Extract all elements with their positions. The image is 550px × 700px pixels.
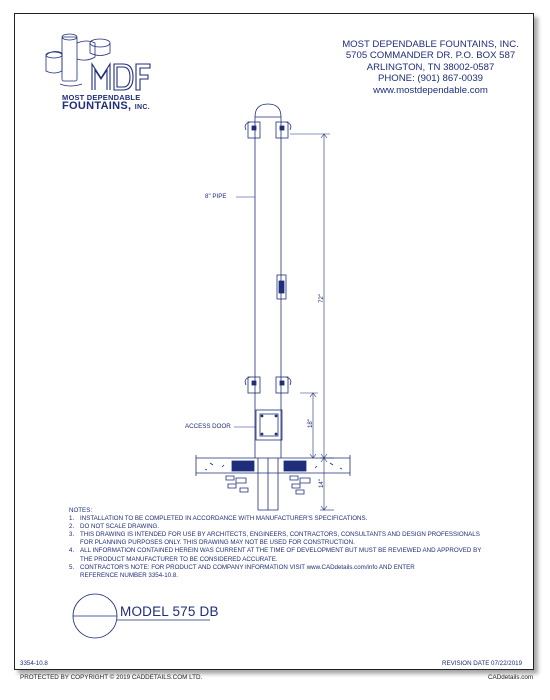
company-address-2: ARLINGTON, TN 38002-0587 xyxy=(366,61,495,73)
note-continuation: REFERENCE NUMBER 3354-10.8. xyxy=(80,571,178,579)
company-phone: PHONE: (901) 867-0039 xyxy=(377,73,484,85)
note-item: 1. INSTALLATION TO BE COMPLETED IN ACCORDANCE WITH MANUFACTURER'S SPECIFICATIONS. xyxy=(69,515,368,523)
company-website[interactable]: www.mostdependable.com xyxy=(373,84,488,96)
company-info xyxy=(328,39,533,96)
dimension-18: 18" xyxy=(307,418,315,429)
caddetails-link[interactable]: CADdetails.com xyxy=(488,674,534,681)
pipe-column xyxy=(255,104,281,510)
note-continuation: THE PRODUCT MANUFACTURER TO BE CONSIDERED ACCURATE. xyxy=(80,555,278,563)
company-name: MOST DEPENDABLE FOUNTAINS, INC. xyxy=(342,39,519,50)
dimension-lines xyxy=(290,134,334,510)
notes-block xyxy=(69,507,509,580)
note-item: 5. CONTRACTOR'S NOTE: FOR PRODUCT AND COMPANY INFORMATION VISIT www.CADdetails.com/info AND ENTER xyxy=(69,563,415,571)
model-title: MODEL 575 DB xyxy=(120,604,219,619)
logo-line-1: MOST DEPENDABLE xyxy=(62,93,141,102)
access-door-label: ACCESS DOOR xyxy=(185,423,231,430)
ground-slab xyxy=(196,455,350,494)
access-door-plate xyxy=(256,410,282,440)
company-address-1: 5705 COMMANDER DR. P.O. BOX 587 xyxy=(345,50,516,62)
lower-brackets xyxy=(245,377,291,393)
dimension-14: 14" xyxy=(318,478,326,489)
reference-number: 3354-10.8 xyxy=(20,660,48,667)
dimension-72: 72" xyxy=(318,293,326,304)
note-item: 3. THIS DRAWING IS INTENDED FOR USE BY ARCHITECTS, ENGINEERS, CONTRACTORS, CONSULTANTS AND DESIGN PROFESSIONALS xyxy=(69,531,480,539)
logo-mark xyxy=(92,64,150,90)
notes-heading: NOTES: xyxy=(69,507,93,514)
logo-line-2: FOUNTAINS, INC. xyxy=(62,100,150,112)
note-item: 4. ALL INFORMATION CONTAINED HEREIN WAS CURRENT AT THE TIME OF DEVELOPMENT BUT MUST BE REVIEWED AND APPROVED BY xyxy=(69,547,482,555)
revision-date: REVISION DATE 07/22/2019 xyxy=(442,660,523,667)
note-item: 2. DO NOT SCALE DRAWING. xyxy=(69,523,160,531)
upper-brackets xyxy=(245,122,291,138)
pipe-label: 8" PIPE xyxy=(205,193,227,200)
copyright-notice: PROTECTED BY COPYRIGHT © 2019 CADDETAILS.COM LTD. xyxy=(20,674,203,681)
note-continuation: FOR PLANNING PURPOSES ONLY. THIS DRAWING MAY NOT BE USED FOR CONSTRUCTION. xyxy=(80,539,355,547)
